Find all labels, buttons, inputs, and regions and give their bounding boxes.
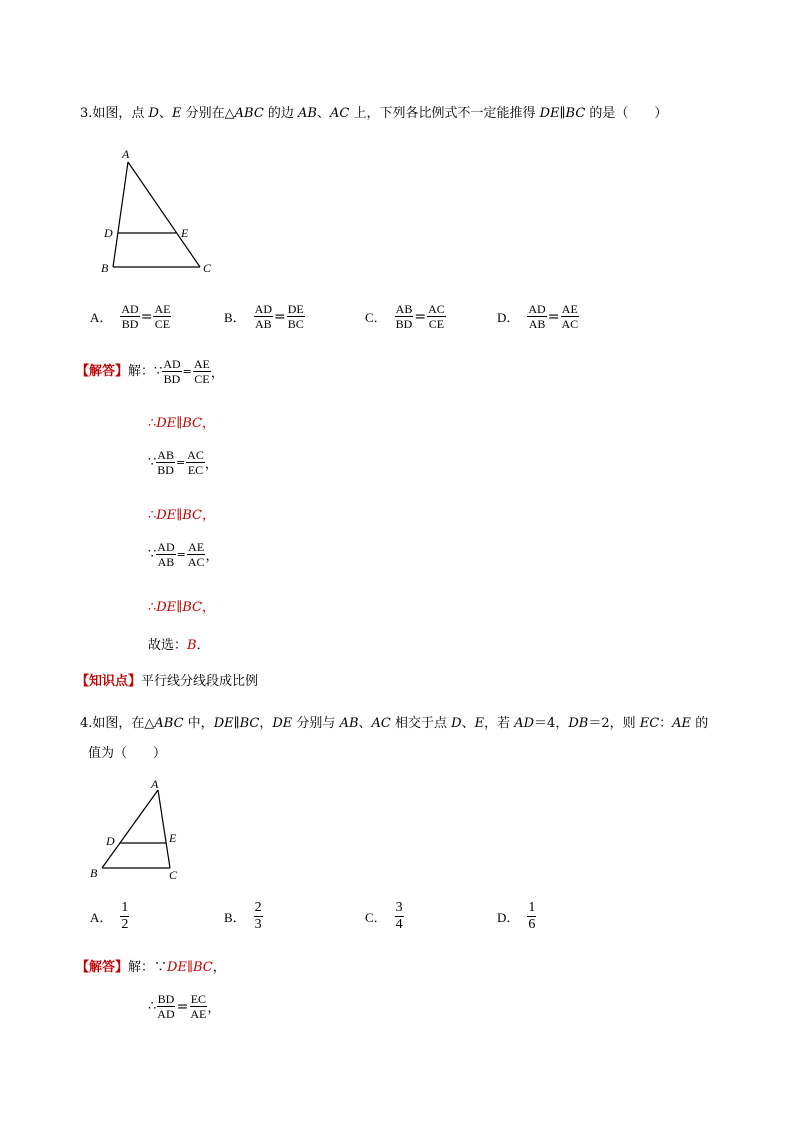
denominator: AC [187, 555, 205, 569]
fraction [162, 357, 181, 386]
q4-ec: EC [639, 716, 660, 731]
comma: ， [204, 457, 218, 472]
answer-tag: 【解答】 [76, 364, 129, 379]
q3-option-c[interactable] [365, 302, 446, 331]
numerator: 2 [254, 900, 262, 915]
q4-text: 分别与 [292, 716, 340, 731]
q4-number: 4. [80, 716, 93, 731]
comma: ， [210, 366, 224, 381]
q3-point-e: E [172, 106, 182, 121]
denominator: CE [154, 317, 171, 331]
fraction [120, 302, 139, 331]
numerator: 1 [528, 900, 536, 915]
q3-text: 分别在△ [181, 106, 235, 121]
comma: ， [205, 549, 219, 564]
q3-answer-line-3 [148, 448, 218, 477]
equals-sign: = [274, 308, 286, 325]
q4-text: ， [259, 716, 273, 731]
q4-answer-line-2 [148, 992, 220, 1021]
denominator: 3 [254, 917, 262, 932]
numerator: AD [163, 357, 181, 371]
fraction [189, 992, 207, 1021]
fraction [153, 302, 171, 331]
choose-label: 故选： [148, 638, 188, 653]
fraction [427, 302, 446, 331]
q4-label-e: E [169, 831, 177, 845]
denominator: AB [157, 555, 175, 569]
numerator: AE [154, 302, 171, 316]
q4-label-b: B [90, 866, 98, 880]
q3-triangle-figure [95, 145, 225, 280]
q3-text: 的边 [263, 106, 299, 121]
choose-value: B [187, 638, 197, 653]
knowledge-point [76, 670, 258, 689]
q3-text: 如图，点 [92, 106, 149, 121]
because-symbol: ∵ [154, 960, 168, 975]
q3-option-b[interactable] [224, 302, 305, 331]
denominator: BD [157, 463, 174, 477]
equals-sign: = [176, 998, 189, 1015]
denominator: CE [194, 372, 210, 386]
numerator: AC [428, 302, 445, 316]
comma: ， [201, 416, 215, 431]
q4-db-value: ＝2，则 [588, 716, 640, 731]
denominator: AE [190, 1007, 207, 1021]
q4-option-a[interactable] [90, 900, 129, 933]
numerator: EC [190, 992, 207, 1006]
q4-stem-line-2 [88, 742, 166, 761]
equals-sign: = [175, 456, 186, 469]
numerator: DE [287, 302, 304, 316]
q3-side-ab: AB [298, 106, 317, 121]
denominator: EC [187, 463, 204, 477]
q4-label-a: A [151, 777, 159, 791]
fraction [156, 448, 175, 477]
q3-label-a: A [122, 147, 130, 161]
q4-ad: AD [514, 716, 535, 731]
denominator: BD [395, 317, 413, 331]
numerator: AD [528, 302, 546, 316]
fraction [254, 900, 263, 933]
option-letter: B． [224, 910, 246, 925]
denominator: 6 [528, 917, 536, 932]
because-symbol: ∵ [148, 547, 157, 562]
q3-stem [80, 102, 667, 121]
q3-label-d: D [104, 226, 113, 240]
fraction [120, 900, 129, 933]
q4-triangle-figure [83, 774, 193, 884]
q4-text: ，若 [484, 716, 515, 731]
numerator: 1 [121, 900, 129, 915]
fraction [156, 540, 175, 569]
numerator: AE [561, 302, 578, 316]
q4-ae: AE [672, 716, 692, 731]
comma: ， [207, 1001, 221, 1016]
fraction [395, 302, 414, 331]
comma: ， [201, 600, 215, 615]
numerator: AD [121, 302, 139, 316]
knowledge-text: 平行线分线段成比例 [141, 674, 259, 689]
q4-sep: 、 [358, 716, 372, 731]
denominator: BC [287, 317, 304, 331]
option-letter: C． [365, 910, 387, 925]
fraction [527, 302, 546, 331]
q3-condition: DE∥BC [539, 106, 586, 121]
denominator: 2 [121, 917, 129, 932]
q3-sep: 、 [317, 106, 331, 121]
q4-colon: ： [659, 716, 673, 731]
q4-ad-value: ＝4， [534, 716, 569, 731]
fraction [156, 992, 175, 1021]
knowledge-tag: 【知识点】 [76, 674, 142, 689]
q3-side-ac: AC [330, 106, 350, 121]
answer-label: 解： [128, 960, 155, 975]
therefore-symbol: ∴ [148, 416, 157, 431]
numerator: AB [395, 302, 413, 316]
equals-sign: = [547, 308, 560, 325]
q3-text: 的是（ ） [585, 106, 668, 121]
q3-label-b: B [101, 261, 109, 275]
fraction [560, 302, 579, 331]
comma: ， [212, 960, 226, 975]
q3-sep: 、 [158, 106, 172, 121]
equals-sign: = [414, 308, 427, 325]
answer-tag: 【解答】 [76, 960, 129, 975]
fraction [527, 900, 536, 933]
q4-option-c[interactable] [365, 900, 404, 933]
fraction [254, 302, 273, 331]
q3-option-d[interactable] [497, 302, 579, 331]
q4-segment: DE [272, 716, 293, 731]
equals-sign: = [140, 308, 153, 325]
therefore-symbol: ∴ [148, 508, 157, 523]
therefore-symbol: ∴ [148, 600, 157, 615]
option-letter: A． [90, 910, 113, 925]
fraction [287, 302, 305, 331]
equals-sign: = [176, 548, 186, 561]
q3-answer-line-6 [148, 596, 215, 615]
q4-db: DB [568, 716, 589, 731]
q3-text: 上，下列各比例式不一定能推得 [349, 106, 540, 121]
denominator: AB [255, 317, 272, 331]
denominator: AC [561, 317, 579, 331]
comma: ， [201, 508, 215, 523]
q4-text: 相交于点 [390, 716, 452, 731]
numerator: 3 [395, 900, 403, 915]
numerator: AE [188, 540, 205, 554]
q4-side-ac: AC [371, 716, 391, 731]
q4-sep: 、 [461, 716, 475, 731]
q3-answer-line-5 [148, 540, 219, 569]
q3-point-d: D [148, 106, 159, 121]
conclusion: DE∥BC [156, 416, 202, 431]
fraction [187, 540, 206, 569]
denominator: 4 [395, 917, 403, 932]
option-letter: D． [497, 310, 520, 325]
q4-option-b[interactable] [224, 900, 263, 933]
q3-answer-line-2 [148, 412, 215, 431]
numerator: AE [193, 357, 210, 371]
denominator: BD [163, 372, 181, 386]
numerator: AD [254, 302, 273, 316]
fraction [193, 357, 211, 386]
q4-condition: DE∥BC [213, 716, 260, 731]
q3-label-c: C [203, 261, 212, 275]
answer-label: 解： [128, 364, 155, 379]
q3-answer-line-1 [76, 357, 224, 386]
therefore-symbol: ∴ [148, 999, 157, 1014]
option-letter: A． [90, 310, 113, 325]
q3-number: 3. [80, 106, 93, 121]
q4-point-d: D [451, 716, 462, 731]
option-letter: B． [224, 310, 246, 325]
numerator: BD [157, 992, 175, 1006]
q4-side-ab: AB [339, 716, 359, 731]
q4-triangle: ABC [154, 716, 184, 731]
denominator: CE [428, 317, 445, 331]
denominator: BD [121, 317, 139, 331]
q4-answer-condition: DE∥BC [167, 960, 213, 975]
q3-triangle: ABC [234, 106, 264, 121]
q4-option-d[interactable] [497, 900, 536, 933]
numerator: AC [187, 448, 204, 462]
fraction [186, 448, 205, 477]
numerator: AD [157, 540, 175, 554]
q3-label-e: E [181, 226, 189, 240]
conclusion: DE∥BC [156, 508, 202, 523]
q4-label-c: C [169, 868, 178, 882]
denominator: AD [157, 1007, 175, 1021]
fraction [395, 900, 404, 933]
because-symbol: ∵ [148, 455, 157, 470]
q4-text: 中， [183, 716, 214, 731]
period: ． [196, 638, 210, 653]
q3-option-a[interactable] [90, 302, 171, 331]
denominator: AB [528, 317, 546, 331]
q4-label-d: D [106, 834, 115, 848]
q4-point-e: E [474, 716, 485, 731]
q4-stem-line-1 [80, 712, 708, 731]
q4-text: 的 [691, 716, 709, 731]
q3-answer-choice [148, 634, 210, 653]
because-symbol: ∵ [154, 364, 163, 379]
conclusion: DE∥BC [156, 600, 202, 615]
option-letter: C． [365, 310, 387, 325]
equals-sign: = [182, 365, 192, 378]
q4-answer-line-1 [76, 956, 226, 975]
q4-text: 如图，在△ [92, 716, 155, 731]
option-letter: D． [497, 910, 520, 925]
q4-text: 值为（ ） [88, 746, 167, 761]
q3-answer-line-4 [148, 504, 215, 523]
numerator: AB [157, 448, 174, 462]
